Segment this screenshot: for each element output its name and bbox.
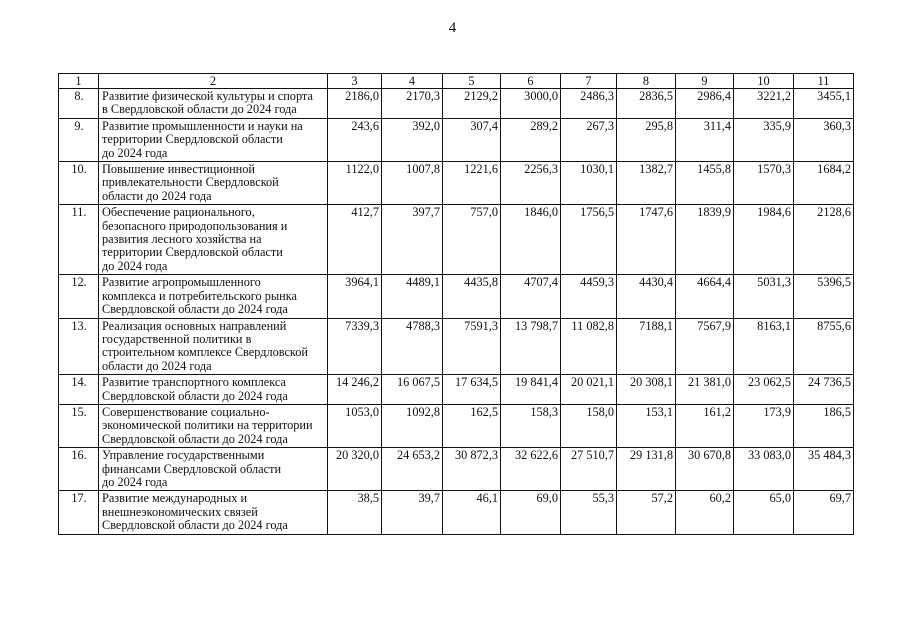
value-cell: 38,5	[328, 491, 382, 534]
value-cell: 11 082,8	[561, 318, 617, 375]
program-name-line: Повышение инвестиционной	[102, 162, 255, 177]
value-cell: 1747,6	[617, 205, 676, 275]
value-cell: 3964,1	[328, 275, 382, 318]
program-name-line: до 2024 года	[102, 145, 168, 160]
program-name-line: до 2024 года	[102, 258, 168, 273]
column-header: 4	[382, 74, 443, 89]
value-cell: 7339,3	[328, 318, 382, 375]
value-cell: 4459,3	[561, 275, 617, 318]
value-cell: 1030,1	[561, 162, 617, 205]
row-number: 9.	[59, 118, 99, 161]
value-cell: 1382,7	[617, 162, 676, 205]
value-cell: 3455,1	[794, 89, 854, 119]
value-cell: 186,5	[794, 404, 854, 447]
value-cell: 1122,0	[328, 162, 382, 205]
column-header: 2	[99, 74, 328, 89]
column-header: 1	[59, 74, 99, 89]
value-cell: 7188,1	[617, 318, 676, 375]
value-cell: 29 131,8	[617, 448, 676, 491]
value-cell: 757,0	[443, 205, 501, 275]
value-cell: 162,5	[443, 404, 501, 447]
value-cell: 1053,0	[328, 404, 382, 447]
value-cell: 4435,8	[443, 275, 501, 318]
value-cell: 3221,2	[734, 89, 794, 119]
value-cell: 1756,5	[561, 205, 617, 275]
program-name	[99, 448, 328, 491]
value-cell: 3000,0	[501, 89, 561, 119]
program-name-line: Развитие агропромышленного	[102, 275, 261, 290]
value-cell: 60,2	[676, 491, 734, 534]
value-cell: 4664,4	[676, 275, 734, 318]
table-row	[59, 89, 854, 119]
value-cell: 21 381,0	[676, 375, 734, 405]
value-cell: 8755,6	[794, 318, 854, 375]
value-cell: 158,3	[501, 404, 561, 447]
row-number: 15.	[59, 404, 99, 447]
program-name-line: территории Свердловской области	[102, 245, 283, 260]
value-cell: 2256,3	[501, 162, 561, 205]
table-row	[59, 318, 854, 375]
program-name-line: Развитие физической культуры и спорта	[102, 89, 313, 103]
value-cell: 69,7	[794, 491, 854, 534]
value-cell: 1221,6	[443, 162, 501, 205]
program-name	[99, 205, 328, 275]
table-row	[59, 275, 854, 318]
table-row	[59, 491, 854, 534]
value-cell: 335,9	[734, 118, 794, 161]
value-cell: 65,0	[734, 491, 794, 534]
value-cell: 39,7	[382, 491, 443, 534]
value-cell: 19 841,4	[501, 375, 561, 405]
program-name-line: финансами Свердловской области	[102, 461, 282, 476]
program-name-line: экономической политики на территории	[102, 418, 313, 433]
program-name-line: Реализация основных направлений	[102, 318, 287, 333]
value-cell: 2186,0	[328, 89, 382, 119]
row-number: 12.	[59, 275, 99, 318]
program-name	[99, 89, 328, 119]
program-name	[99, 318, 328, 375]
value-cell: 8163,1	[734, 318, 794, 375]
column-header: 6	[501, 74, 561, 89]
value-cell: 35 484,3	[794, 448, 854, 491]
column-header: 11	[794, 74, 854, 89]
value-cell: 307,4	[443, 118, 501, 161]
value-cell: 412,7	[328, 205, 382, 275]
value-cell: 4430,4	[617, 275, 676, 318]
value-cell: 16 067,5	[382, 375, 443, 405]
value-cell: 311,4	[676, 118, 734, 161]
program-name-line: области до 2024 года	[102, 358, 212, 373]
value-cell: 1570,3	[734, 162, 794, 205]
value-cell: 23 062,5	[734, 375, 794, 405]
value-cell: 55,3	[561, 491, 617, 534]
table-row	[59, 118, 854, 161]
program-name-line: привлекательности Свердловской	[102, 175, 279, 190]
program-name-line: Свердловской области до 2024 года	[102, 388, 288, 403]
program-name	[99, 491, 328, 534]
value-cell: 243,6	[328, 118, 382, 161]
value-cell: 360,3	[794, 118, 854, 161]
program-name-line: государственной политики в	[102, 331, 252, 346]
program-name-line: до 2024 года	[102, 474, 168, 489]
program-name-line: в Свердловской области до 2024 года	[102, 102, 297, 117]
column-header: 3	[328, 74, 382, 89]
value-cell: 69,0	[501, 491, 561, 534]
budget-table	[58, 73, 854, 535]
value-cell: 1684,2	[794, 162, 854, 205]
value-cell: 30 872,3	[443, 448, 501, 491]
program-name-line: Управление государственными	[102, 448, 265, 463]
value-cell: 173,9	[734, 404, 794, 447]
column-header: 8	[617, 74, 676, 89]
value-cell: 1846,0	[501, 205, 561, 275]
value-cell: 5396,5	[794, 275, 854, 318]
value-cell: 4788,3	[382, 318, 443, 375]
value-cell: 2170,3	[382, 89, 443, 119]
program-name-line: Развитие промышленности и науки на	[102, 118, 303, 133]
value-cell: 27 510,7	[561, 448, 617, 491]
value-cell: 1092,8	[382, 404, 443, 447]
row-number: 11.	[59, 205, 99, 275]
program-name-line: Совершенствование социально-	[102, 404, 270, 419]
row-number: 14.	[59, 375, 99, 405]
program-name-line: Развитие международных и	[102, 491, 248, 506]
value-cell: 20 308,1	[617, 375, 676, 405]
program-name	[99, 118, 328, 161]
value-cell: 24 736,5	[794, 375, 854, 405]
program-name-line: области до 2024 года	[102, 188, 212, 203]
program-name-line: территории Свердловской области	[102, 132, 283, 147]
value-cell: 57,2	[617, 491, 676, 534]
value-cell: 5031,3	[734, 275, 794, 318]
table-row	[59, 205, 854, 275]
table-body	[59, 89, 854, 535]
value-cell: 161,2	[676, 404, 734, 447]
program-name	[99, 404, 328, 447]
column-header: 9	[676, 74, 734, 89]
value-cell: 289,2	[501, 118, 561, 161]
value-cell: 17 634,5	[443, 375, 501, 405]
program-name-line: Свердловской области до 2024 года	[102, 431, 288, 446]
row-number: 10.	[59, 162, 99, 205]
value-cell: 2486,3	[561, 89, 617, 119]
program-name-line: развития лесного хозяйства на	[102, 232, 262, 247]
program-name-line: строительном комплексе Свердловской	[102, 345, 309, 360]
program-name-line: Развитие транспортного комплекса	[102, 375, 286, 390]
value-cell: 2129,2	[443, 89, 501, 119]
value-cell: 267,3	[561, 118, 617, 161]
value-cell: 30 670,8	[676, 448, 734, 491]
value-cell: 1455,8	[676, 162, 734, 205]
program-name-line: внешнеэкономических связей	[102, 504, 258, 519]
value-cell: 153,1	[617, 404, 676, 447]
value-cell: 2986,4	[676, 89, 734, 119]
value-cell: 1984,6	[734, 205, 794, 275]
table-row	[59, 375, 854, 405]
value-cell: 24 653,2	[382, 448, 443, 491]
program-name-line: Свердловской области до 2024 года	[102, 518, 288, 533]
value-cell: 1007,8	[382, 162, 443, 205]
value-cell: 13 798,7	[501, 318, 561, 375]
table-row	[59, 404, 854, 447]
page-number: 4	[448, 20, 457, 36]
value-cell: 46,1	[443, 491, 501, 534]
value-cell: 4707,4	[501, 275, 561, 318]
program-name-line: Обеспечение рационального,	[102, 205, 255, 220]
column-header: 10	[734, 74, 794, 89]
program-name-line: безопасного природопользования и	[102, 218, 288, 233]
program-name-line: Свердловской области до 2024 года	[102, 302, 288, 317]
value-cell: 4489,1	[382, 275, 443, 318]
program-name-line: комплекса и потребительского рынка	[102, 288, 297, 303]
value-cell: 295,8	[617, 118, 676, 161]
table-row	[59, 448, 854, 491]
column-header: 5	[443, 74, 501, 89]
value-cell: 32 622,6	[501, 448, 561, 491]
value-cell: 14 246,2	[328, 375, 382, 405]
program-name	[99, 162, 328, 205]
value-cell: 397,7	[382, 205, 443, 275]
value-cell: 7591,3	[443, 318, 501, 375]
value-cell: 20 320,0	[328, 448, 382, 491]
value-cell: 7567,9	[676, 318, 734, 375]
table-row	[59, 162, 854, 205]
column-header: 7	[561, 74, 617, 89]
value-cell: 2128,6	[794, 205, 854, 275]
row-number: 13.	[59, 318, 99, 375]
row-number: 16.	[59, 448, 99, 491]
value-cell: 20 021,1	[561, 375, 617, 405]
value-cell: 1839,9	[676, 205, 734, 275]
value-cell: 2836,5	[617, 89, 676, 119]
program-name	[99, 275, 328, 318]
header-row	[59, 74, 854, 89]
row-number: 17.	[59, 491, 99, 534]
value-cell: 392,0	[382, 118, 443, 161]
program-name	[99, 375, 328, 405]
row-number: 8.	[59, 89, 99, 119]
value-cell: 33 083,0	[734, 448, 794, 491]
value-cell: 158,0	[561, 404, 617, 447]
